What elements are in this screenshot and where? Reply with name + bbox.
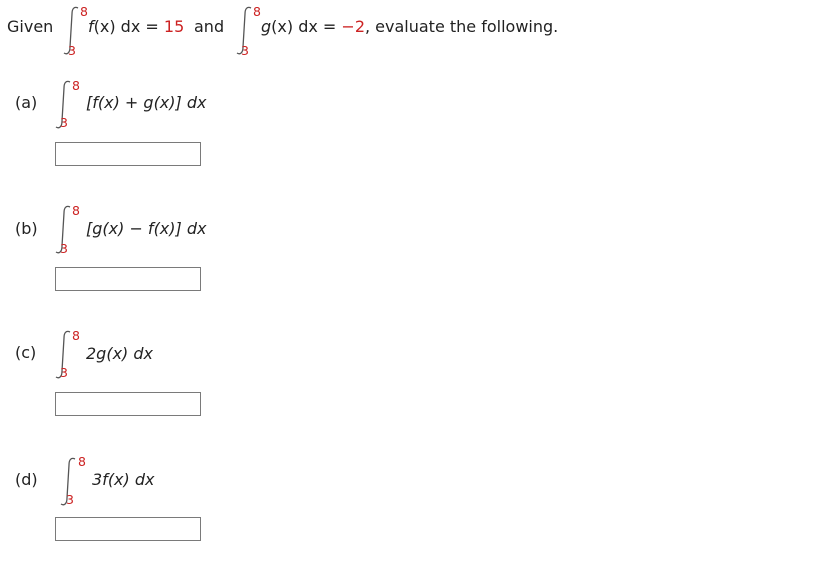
answer-box-d[interactable] xyxy=(55,517,201,541)
answer-input-c[interactable] xyxy=(56,393,200,415)
lower-limit: 3 xyxy=(60,115,68,130)
part-label: (b) xyxy=(15,219,38,238)
answer-input-b[interactable] xyxy=(56,268,200,290)
given-value-2: −2 xyxy=(341,17,365,36)
instruction-suffix: , evaluate the following. xyxy=(365,17,559,36)
answer-box-a[interactable] xyxy=(55,142,201,166)
upper-limit: 8 xyxy=(78,454,86,469)
answer-input-a[interactable] xyxy=(56,143,200,165)
lower-limit: 3 xyxy=(66,492,74,507)
integrand-rest: (x) dx = xyxy=(271,17,342,36)
given-label: Given xyxy=(7,17,54,36)
and-word: and xyxy=(194,17,225,36)
upper-limit: 8 xyxy=(80,4,88,19)
lower-limit: 3 xyxy=(68,43,76,58)
answer-box-b[interactable] xyxy=(55,267,201,291)
upper-limit: 8 xyxy=(72,328,80,343)
integrand: 3f(x) dx xyxy=(92,470,155,489)
integrand-1 xyxy=(88,19,184,35)
given-value-1: 15 xyxy=(163,17,185,36)
integrand-2 xyxy=(261,19,558,35)
integrand: [g(x) − f(x)] dx xyxy=(86,219,207,238)
upper-limit: 8 xyxy=(72,203,80,218)
integrand-rest: (x) dx = xyxy=(93,17,164,36)
upper-limit: 8 xyxy=(253,4,261,19)
answer-input-d[interactable] xyxy=(56,518,200,540)
answer-box-c[interactable] xyxy=(55,392,201,416)
integrand: [f(x) + g(x)] dx xyxy=(86,93,207,112)
integrand: 2g(x) dx xyxy=(86,344,153,363)
func-name: g xyxy=(261,17,272,36)
upper-limit: 8 xyxy=(72,78,80,93)
part-label: (c) xyxy=(15,343,37,362)
part-label: (a) xyxy=(15,93,38,112)
lower-limit: 3 xyxy=(60,365,68,380)
part-label: (d) xyxy=(15,470,38,489)
lower-limit: 3 xyxy=(241,43,249,58)
func-name: f xyxy=(88,17,94,36)
lower-limit: 3 xyxy=(60,241,68,256)
